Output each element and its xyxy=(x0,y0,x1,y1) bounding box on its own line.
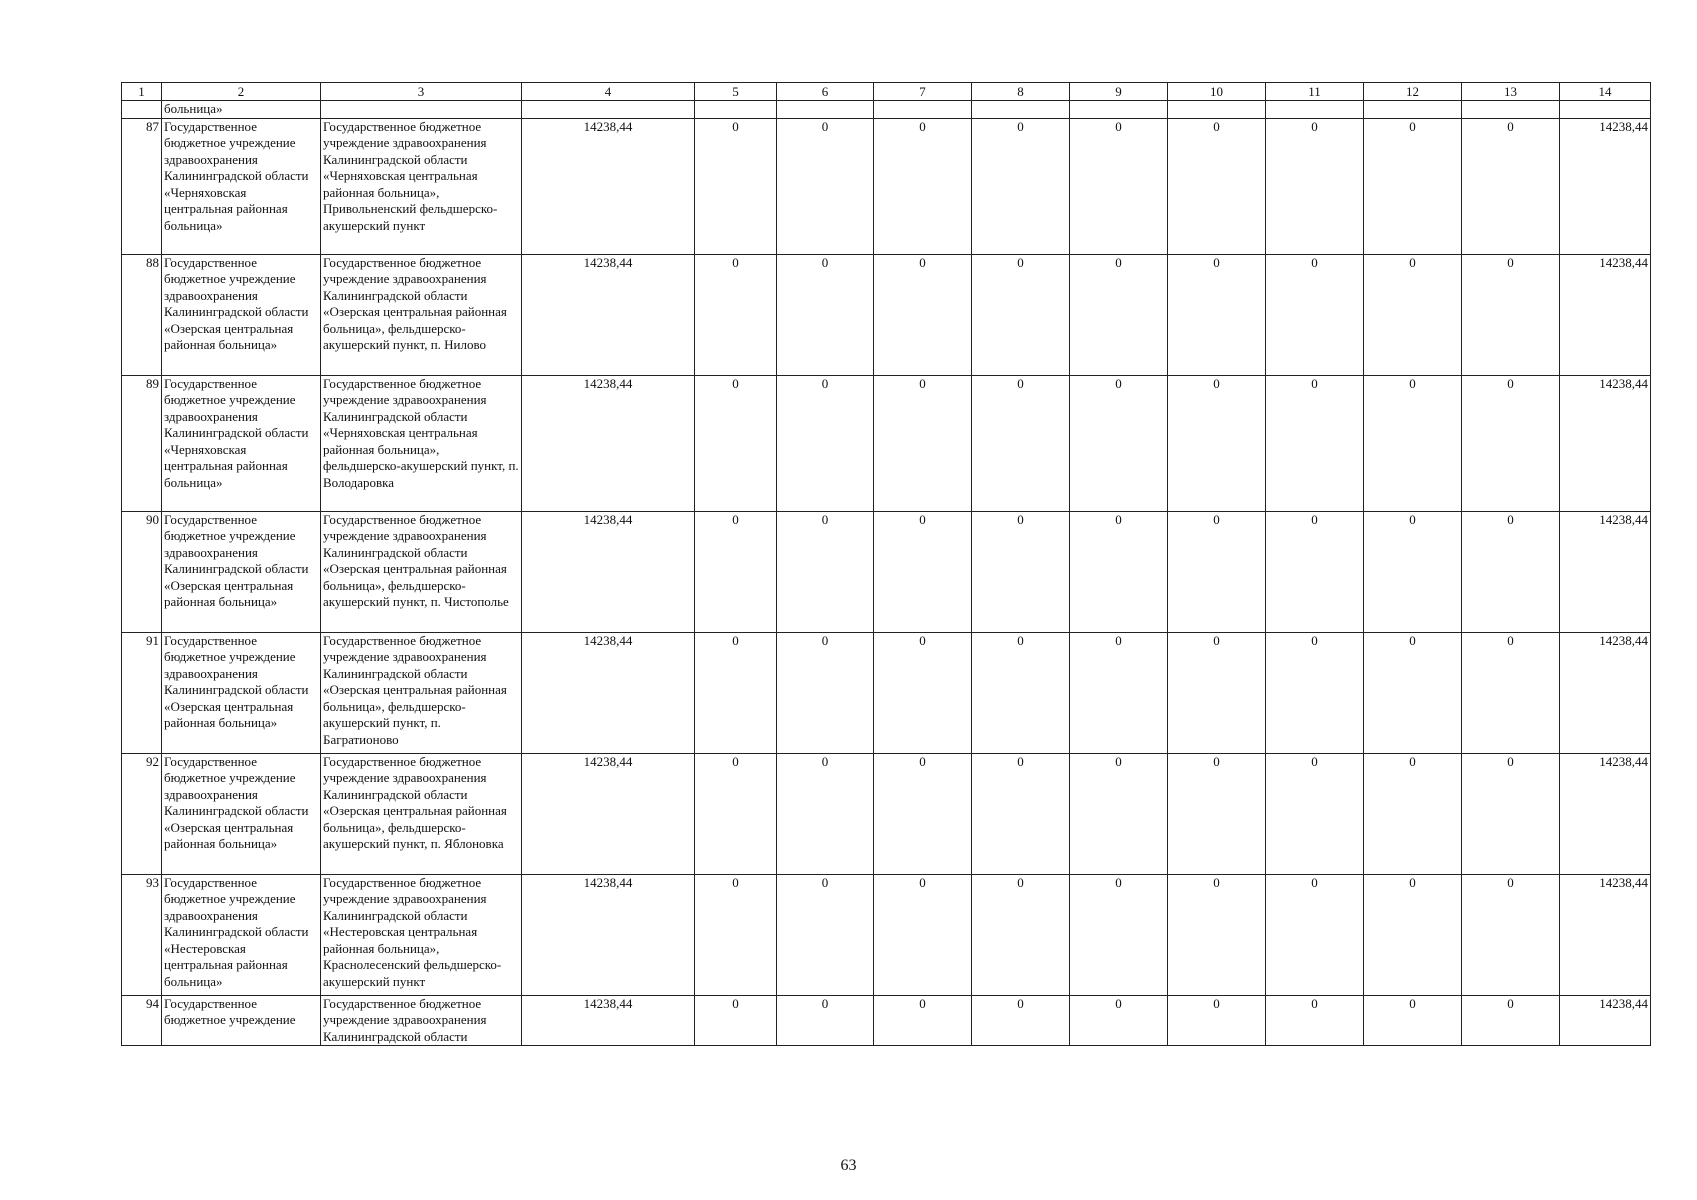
table-cell xyxy=(777,101,874,119)
organization-name: Государственное бюджетное учреждение здравоохранения Калининградской области «Нестеровская центральная районная больница» xyxy=(162,874,321,995)
table-cell xyxy=(1560,101,1651,119)
unit-name: Государственное бюджетное учреждение здравоохранения Калининградской области «Озерская центральная районная больница», фельдшерско-акушерский пункт, п. Багратионово xyxy=(321,632,522,753)
column-header: 10 xyxy=(1168,83,1266,101)
table-cell xyxy=(874,101,972,119)
value-cell: 0 xyxy=(1462,753,1560,874)
table-row xyxy=(122,753,1651,874)
value-cell: 0 xyxy=(972,254,1070,375)
value-cell: 0 xyxy=(1070,511,1168,632)
value-cell: 0 xyxy=(972,874,1070,995)
value-cell: 0 xyxy=(1364,874,1462,995)
value-cell: 0 xyxy=(874,753,972,874)
amount-value: 14238,44 xyxy=(522,118,695,254)
value-cell: 0 xyxy=(1168,995,1266,1046)
table-row xyxy=(122,995,1651,1046)
amount-value: 14238,44 xyxy=(522,753,695,874)
value-cell: 0 xyxy=(1266,995,1364,1046)
value-cell: 0 xyxy=(695,375,777,511)
table-row xyxy=(122,511,1651,632)
column-header: 6 xyxy=(777,83,874,101)
total-value: 14238,44 xyxy=(1560,753,1651,874)
table-cell xyxy=(1168,101,1266,119)
total-value: 14238,44 xyxy=(1560,118,1651,254)
organization-name: Государственное бюджетное учреждение здравоохранения Калининградской области «Озерская центральная районная больница» xyxy=(162,753,321,874)
value-cell: 0 xyxy=(695,753,777,874)
value-cell: 0 xyxy=(1266,632,1364,753)
organization-name: Государственное бюджетное учреждение здравоохранения Калининградской области «Черняховская центральная районная больница» xyxy=(162,118,321,254)
unit-name: Государственное бюджетное учреждение здравоохранения Калининградской области xyxy=(321,995,522,1046)
amount-value: 14238,44 xyxy=(522,375,695,511)
value-cell: 0 xyxy=(777,753,874,874)
amount-value: 14238,44 xyxy=(522,874,695,995)
value-cell: 0 xyxy=(1364,118,1462,254)
value-cell: 0 xyxy=(1070,254,1168,375)
column-header: 2 xyxy=(162,83,321,101)
organization-name: Государственное бюджетное учреждение xyxy=(162,995,321,1046)
table-cell xyxy=(1462,101,1560,119)
table-cell xyxy=(1364,101,1462,119)
table-body xyxy=(122,101,1651,1046)
value-cell: 0 xyxy=(777,375,874,511)
value-cell: 0 xyxy=(1266,874,1364,995)
value-cell: 0 xyxy=(777,118,874,254)
value-cell: 0 xyxy=(695,995,777,1046)
total-value: 14238,44 xyxy=(1560,511,1651,632)
value-cell: 0 xyxy=(1168,511,1266,632)
unit-name: Государственное бюджетное учреждение здравоохранения Калининградской области «Нестеровская центральная районная больница», Краснолесенский фельдшерско-акушерский пункт xyxy=(321,874,522,995)
unit-name: Государственное бюджетное учреждение здравоохранения Калининградской области «Черняховская центральная районная больница», фельдшерско-акушерский пункт, п. Володаровка xyxy=(321,375,522,511)
value-cell: 0 xyxy=(1364,254,1462,375)
value-cell: 0 xyxy=(777,632,874,753)
value-cell: 0 xyxy=(695,254,777,375)
value-cell: 0 xyxy=(1266,753,1364,874)
value-cell: 0 xyxy=(1168,118,1266,254)
row-number: 90 xyxy=(122,511,162,632)
value-cell: 0 xyxy=(972,995,1070,1046)
total-value: 14238,44 xyxy=(1560,995,1651,1046)
value-cell: 0 xyxy=(1462,118,1560,254)
continuation-row xyxy=(122,101,1651,119)
column-header: 5 xyxy=(695,83,777,101)
row-number: 91 xyxy=(122,632,162,753)
value-cell: 0 xyxy=(972,753,1070,874)
value-cell: 0 xyxy=(1168,874,1266,995)
table-row xyxy=(122,632,1651,753)
row-number: 94 xyxy=(122,995,162,1046)
organization-name: Государственное бюджетное учреждение здравоохранения Калининградской области «Озерская центральная районная больница» xyxy=(162,254,321,375)
row-number: 87 xyxy=(122,118,162,254)
amount-value: 14238,44 xyxy=(522,254,695,375)
value-cell: 0 xyxy=(1168,753,1266,874)
column-header: 7 xyxy=(874,83,972,101)
organization-name: Государственное бюджетное учреждение здравоохранения Калининградской области «Черняховская центральная районная больница» xyxy=(162,375,321,511)
value-cell: 0 xyxy=(695,874,777,995)
table-cell xyxy=(321,101,522,119)
column-header: 14 xyxy=(1560,83,1651,101)
unit-name: Государственное бюджетное учреждение здравоохранения Калининградской области «Черняховская центральная районная больница», Привольненский фельдшерско-акушерский пункт xyxy=(321,118,522,254)
value-cell: 0 xyxy=(874,632,972,753)
value-cell: 0 xyxy=(1168,632,1266,753)
column-header: 1 xyxy=(122,83,162,101)
value-cell: 0 xyxy=(1266,375,1364,511)
value-cell: 0 xyxy=(1070,118,1168,254)
value-cell: 0 xyxy=(1364,995,1462,1046)
value-cell: 0 xyxy=(1266,254,1364,375)
organization-name: Государственное бюджетное учреждение здравоохранения Калининградской области «Озерская центральная районная больница» xyxy=(162,511,321,632)
value-cell: 0 xyxy=(874,995,972,1046)
table-cell xyxy=(972,101,1070,119)
value-cell: 0 xyxy=(777,874,874,995)
total-value: 14238,44 xyxy=(1560,632,1651,753)
value-cell: 0 xyxy=(1070,632,1168,753)
amount-value: 14238,44 xyxy=(522,511,695,632)
value-cell: 0 xyxy=(695,511,777,632)
value-cell: 0 xyxy=(1266,118,1364,254)
value-cell: 0 xyxy=(777,511,874,632)
value-cell: 0 xyxy=(1462,874,1560,995)
table-cell xyxy=(522,101,695,119)
amount-value: 14238,44 xyxy=(522,995,695,1046)
column-header: 13 xyxy=(1462,83,1560,101)
value-cell: 0 xyxy=(1364,375,1462,511)
row-number: 92 xyxy=(122,753,162,874)
value-cell: 0 xyxy=(874,874,972,995)
value-cell: 0 xyxy=(1364,632,1462,753)
value-cell: 0 xyxy=(1070,753,1168,874)
column-header: 12 xyxy=(1364,83,1462,101)
row-number: 88 xyxy=(122,254,162,375)
table-row xyxy=(122,118,1651,254)
column-header: 4 xyxy=(522,83,695,101)
value-cell: 0 xyxy=(1070,995,1168,1046)
column-header: 9 xyxy=(1070,83,1168,101)
value-cell: 0 xyxy=(695,632,777,753)
value-cell: 0 xyxy=(777,254,874,375)
row-number: 93 xyxy=(122,874,162,995)
value-cell: 0 xyxy=(1462,995,1560,1046)
value-cell: 0 xyxy=(1070,874,1168,995)
value-cell: 0 xyxy=(1364,753,1462,874)
total-value: 14238,44 xyxy=(1560,375,1651,511)
value-cell: 0 xyxy=(1462,375,1560,511)
value-cell: 0 xyxy=(972,632,1070,753)
continuation-text: больница» xyxy=(162,101,321,119)
amount-value: 14238,44 xyxy=(522,632,695,753)
table-cell xyxy=(695,101,777,119)
value-cell: 0 xyxy=(972,511,1070,632)
value-cell: 0 xyxy=(972,375,1070,511)
column-header: 11 xyxy=(1266,83,1364,101)
row-number: 89 xyxy=(122,375,162,511)
organization-name: Государственное бюджетное учреждение здравоохранения Калининградской области «Озерская центральная районная больница» xyxy=(162,632,321,753)
table-row xyxy=(122,874,1651,995)
data-table xyxy=(121,82,1651,1046)
table-row xyxy=(122,375,1651,511)
value-cell: 0 xyxy=(777,995,874,1046)
value-cell: 0 xyxy=(1266,511,1364,632)
value-cell: 0 xyxy=(1070,375,1168,511)
value-cell: 0 xyxy=(874,254,972,375)
table-cell xyxy=(122,101,162,119)
value-cell: 0 xyxy=(1462,632,1560,753)
value-cell: 0 xyxy=(695,118,777,254)
column-header: 8 xyxy=(972,83,1070,101)
table-cell xyxy=(1070,101,1168,119)
value-cell: 0 xyxy=(1168,375,1266,511)
header-row xyxy=(122,83,1651,101)
value-cell: 0 xyxy=(1168,254,1266,375)
value-cell: 0 xyxy=(1364,511,1462,632)
value-cell: 0 xyxy=(874,375,972,511)
total-value: 14238,44 xyxy=(1560,254,1651,375)
value-cell: 0 xyxy=(972,118,1070,254)
table-cell xyxy=(1266,101,1364,119)
value-cell: 0 xyxy=(874,118,972,254)
value-cell: 0 xyxy=(1462,511,1560,632)
unit-name: Государственное бюджетное учреждение здравоохранения Калининградской области «Озерская центральная районная больница», фельдшерско-акушерский пункт, п. Нилово xyxy=(321,254,522,375)
unit-name: Государственное бюджетное учреждение здравоохранения Калининградской области «Озерская центральная районная больница», фельдшерско-акушерский пункт, п. Чистополье xyxy=(321,511,522,632)
table-row xyxy=(122,254,1651,375)
page-number: 63 xyxy=(840,1157,857,1174)
total-value: 14238,44 xyxy=(1560,874,1651,995)
column-header: 3 xyxy=(321,83,522,101)
unit-name: Государственное бюджетное учреждение здравоохранения Калининградской области «Озерская центральная районная больница», фельдшерско-акушерский пункт, п. Яблоновка xyxy=(321,753,522,874)
value-cell: 0 xyxy=(1462,254,1560,375)
value-cell: 0 xyxy=(874,511,972,632)
